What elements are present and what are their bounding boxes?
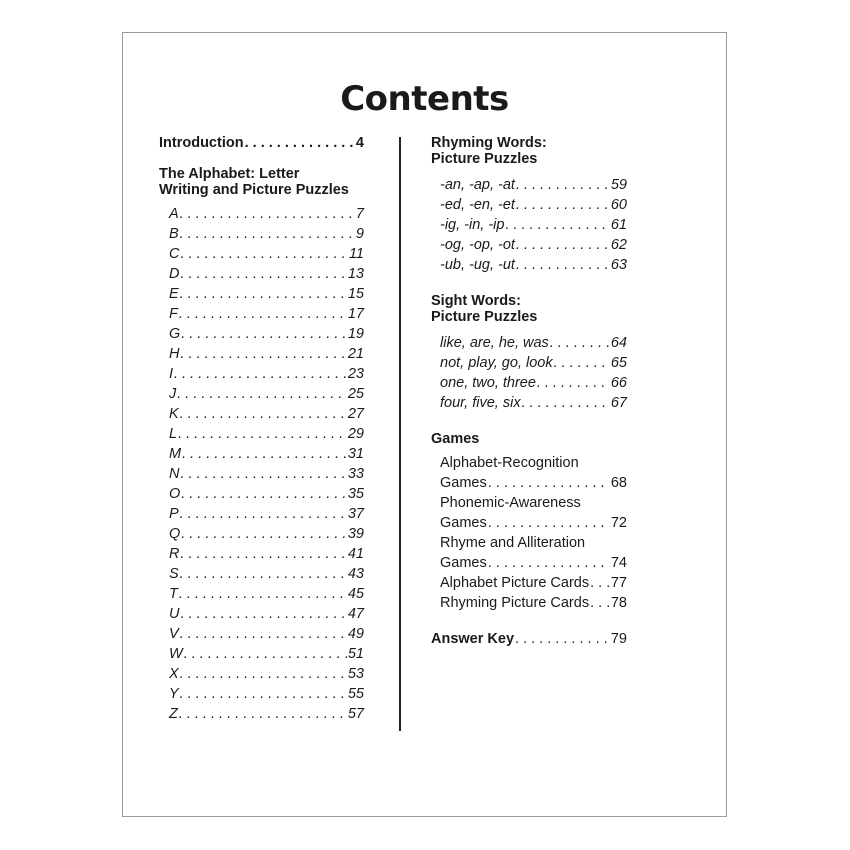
entry-page: 15	[347, 286, 364, 302]
entry-page: 35	[347, 486, 364, 502]
entry-page: 19	[347, 326, 364, 342]
entry-page: 11	[348, 246, 364, 262]
dot-leader	[180, 464, 346, 484]
dot-leader	[522, 393, 610, 413]
dot-leader	[180, 204, 355, 224]
entry-label: P	[169, 506, 179, 522]
dot-leader	[181, 324, 347, 344]
toc-entry-letter[interactable]	[169, 344, 364, 364]
entry-label: W	[169, 646, 183, 662]
entry-page: 23	[347, 366, 364, 382]
entry-page: 77	[610, 575, 627, 591]
entry-label: G	[169, 326, 181, 342]
entry-label: -ed, -en, -et	[440, 197, 515, 213]
entry-label: -ub, -ug, -ut	[440, 257, 515, 273]
dot-leader	[180, 264, 346, 284]
entry-page: 62	[610, 237, 627, 253]
right-column	[431, 133, 627, 651]
entry-label: four, five, six	[440, 395, 521, 411]
entry-page: 7	[355, 206, 364, 222]
entry-page: 4	[355, 135, 364, 151]
entry-label: B	[169, 226, 179, 242]
dot-leader	[177, 384, 347, 404]
dot-leader	[180, 404, 347, 424]
entry-page: 21	[347, 346, 364, 362]
toc-entry-letter[interactable]	[169, 644, 364, 664]
toc-entry-answer-key[interactable]	[431, 631, 627, 651]
entry-page: 39	[347, 526, 364, 542]
entry-page: 59	[610, 177, 627, 193]
dot-leader	[184, 644, 347, 664]
section-heading-rhyming	[431, 135, 627, 167]
entry-label: D	[169, 266, 180, 282]
sight-entries	[440, 333, 627, 413]
entry-page: 29	[347, 426, 364, 442]
toc-entry-rhyming[interactable]	[440, 215, 627, 235]
toc-entry-letter[interactable]	[169, 384, 364, 404]
toc-entry-letter[interactable]	[169, 564, 364, 584]
entry-label: -an, -ap, -at	[440, 177, 515, 193]
toc-entry-alphabet-picture-cards[interactable]	[440, 573, 627, 593]
section-heading-games: Games	[431, 431, 480, 447]
toc-entry-rhyming[interactable]	[440, 195, 627, 215]
entry-label: T	[169, 586, 178, 602]
entry-label: X	[169, 666, 179, 682]
entry-page: 45	[347, 586, 364, 602]
entry-label: Rhyming Picture Cards	[440, 595, 590, 611]
entry-label: I	[169, 366, 174, 382]
entry-label[interactable]: Phonemic-Awareness	[440, 495, 581, 511]
toc-entry-letter[interactable]	[169, 304, 364, 324]
toc-entry-letter[interactable]	[169, 684, 364, 704]
contents-page	[122, 32, 727, 817]
dot-leader	[516, 175, 610, 195]
entry-page: 49	[347, 626, 364, 642]
dot-leader	[180, 544, 346, 564]
entry-page: 31	[347, 446, 364, 462]
heading-line: Picture Puzzles	[431, 151, 538, 167]
dot-leader	[181, 484, 347, 504]
dot-leader	[515, 631, 610, 647]
toc-entry-sight-words[interactable]	[440, 353, 627, 373]
toc-entry-rhyming[interactable]	[440, 235, 627, 255]
dot-leader	[245, 135, 355, 151]
toc-entry-letter[interactable]	[169, 244, 364, 264]
entry-label: -og, -op, -ot	[440, 237, 515, 253]
dot-leader	[516, 255, 610, 275]
games-entries	[440, 453, 627, 613]
toc-entry-letter[interactable]	[169, 504, 364, 524]
toc-entry-rhyming[interactable]	[440, 255, 627, 275]
dot-leader	[516, 195, 610, 215]
entry-page: 37	[347, 506, 364, 522]
entry-label: E	[169, 286, 179, 302]
entry-label: K	[169, 406, 179, 422]
toc-entry-letter[interactable]	[169, 484, 364, 504]
entry-label: F	[169, 306, 178, 322]
dot-leader	[550, 333, 610, 353]
entry-label: O	[169, 486, 181, 502]
entry-label: S	[169, 566, 179, 582]
alphabet-entries	[169, 204, 364, 724]
entry-label: -ig, -in, -ip	[440, 217, 505, 233]
column-divider	[399, 137, 401, 731]
toc-entry-letter[interactable]	[169, 544, 364, 564]
entry-label: Alphabet Picture Cards	[440, 575, 590, 591]
entry-page: 25	[347, 386, 364, 402]
dot-leader	[590, 593, 610, 613]
toc-entry-letter[interactable]	[169, 524, 364, 544]
heading-line: Rhyming Words:	[431, 135, 547, 151]
entry-label: R	[169, 546, 180, 562]
dot-leader	[180, 564, 347, 584]
entry-page: 61	[610, 217, 627, 233]
entry-label: J	[169, 386, 177, 402]
toc-entry-letter[interactable]	[169, 444, 364, 464]
entry-label: Z	[169, 706, 178, 722]
entry-page: 27	[347, 406, 364, 422]
toc-entry-letter[interactable]	[169, 424, 364, 444]
dot-leader	[180, 284, 347, 304]
entry-label[interactable]: Alphabet-Recognition	[440, 455, 579, 471]
entry-label: V	[169, 626, 179, 642]
toc-entry-rhyming[interactable]	[440, 175, 627, 195]
entry-page: 57	[347, 706, 364, 722]
entry-label: Games	[440, 555, 487, 571]
entry-label: like, are, he, was	[440, 335, 549, 351]
entry-page: 66	[610, 375, 627, 391]
entry-page: 55	[347, 686, 364, 702]
dot-leader	[178, 424, 347, 444]
dot-leader	[537, 373, 610, 393]
heading-line: The Alphabet: Letter	[159, 166, 300, 182]
toc-entry-letter[interactable]	[169, 224, 364, 244]
entry-page: 67	[610, 395, 627, 411]
toc-entry-letter[interactable]	[169, 464, 364, 484]
dot-leader	[179, 584, 347, 604]
toc-entry-letter[interactable]	[169, 704, 364, 724]
toc-entry-rhyme-alliteration[interactable]	[440, 553, 627, 573]
entry-page: 41	[347, 546, 364, 562]
dot-leader	[505, 215, 609, 235]
dot-leader	[488, 553, 610, 573]
dot-leader	[590, 573, 610, 593]
entry-page: 65	[610, 355, 627, 371]
toc-entry-letter[interactable]	[169, 364, 364, 384]
entry-label: Answer Key	[431, 631, 515, 647]
entry-page: 33	[347, 466, 364, 482]
toc-entry-letter[interactable]	[169, 584, 364, 604]
entry-page: 53	[347, 666, 364, 682]
toc-entry-sight-words[interactable]	[440, 393, 627, 413]
entry-label: H	[169, 346, 180, 362]
dot-leader	[180, 504, 347, 524]
toc-entry-letter[interactable]	[169, 264, 364, 284]
toc-entry-letter[interactable]	[169, 204, 364, 224]
dot-leader	[180, 244, 347, 264]
toc-entry-letter[interactable]	[169, 624, 364, 644]
entry-page: 63	[610, 257, 627, 273]
entry-page: 47	[347, 606, 364, 622]
entry-label: Games	[440, 475, 487, 491]
dot-leader	[174, 364, 347, 384]
entry-page: 17	[347, 306, 364, 322]
dot-leader	[554, 353, 610, 373]
dot-leader	[179, 304, 347, 324]
entry-label: L	[169, 426, 178, 442]
toc-entry-alphabet-recognition[interactable]	[440, 473, 627, 493]
toc-entry-introduction[interactable]	[159, 135, 364, 155]
entry-label: Introduction	[159, 135, 244, 151]
entry-label: M	[169, 446, 182, 462]
entry-page: 51	[347, 646, 364, 662]
heading-line: Picture Puzzles	[431, 309, 538, 325]
toc-entry-sight-words[interactable]	[440, 333, 627, 353]
entry-page: 68	[610, 475, 627, 491]
entry-page: 60	[610, 197, 627, 213]
toc-entry-phonemic-awareness[interactable]	[440, 513, 627, 533]
entry-page: 64	[610, 335, 627, 351]
rhyming-entries	[440, 175, 627, 275]
entry-page: 78	[610, 595, 627, 611]
entry-label[interactable]: Rhyme and Alliteration	[440, 535, 586, 551]
heading-line: Writing and Picture Puzzles	[159, 182, 349, 198]
dot-leader	[180, 344, 346, 364]
entry-page: 79	[610, 631, 627, 647]
entry-label: Y	[169, 686, 179, 702]
entry-label: one, two, three	[440, 375, 536, 391]
section-heading-sight	[431, 293, 627, 325]
entry-label: N	[169, 466, 180, 482]
entry-label: Q	[169, 526, 181, 542]
entry-page: 9	[355, 226, 364, 242]
dot-leader	[516, 235, 610, 255]
entry-page: 74	[610, 555, 627, 571]
entry-page: 43	[347, 566, 364, 582]
heading-line: Sight Words:	[431, 293, 521, 309]
dot-leader	[180, 664, 347, 684]
entry-label: A	[169, 206, 179, 222]
entry-label: C	[169, 246, 180, 262]
dot-leader	[179, 704, 347, 724]
entry-label: U	[169, 606, 180, 622]
dot-leader	[180, 624, 347, 644]
toc-entry-sight-words[interactable]	[440, 373, 627, 393]
toc-entry-letter[interactable]	[169, 604, 364, 624]
dot-leader	[180, 224, 355, 244]
left-column	[159, 133, 364, 724]
entry-page: 13	[347, 266, 364, 282]
toc-entry-letter[interactable]	[169, 284, 364, 304]
toc-entry-letter[interactable]	[169, 324, 364, 344]
entry-label: Games	[440, 515, 487, 531]
page-title: Contents	[340, 79, 509, 119]
section-heading-alphabet	[159, 166, 364, 198]
dot-leader	[180, 604, 346, 624]
dot-leader	[182, 444, 347, 464]
dot-leader	[488, 513, 610, 533]
entry-label: not, play, go, look	[440, 355, 553, 371]
toc-entry-letter[interactable]	[169, 404, 364, 424]
toc-entry-rhyming-picture-cards[interactable]	[440, 593, 627, 613]
toc-entry-letter[interactable]	[169, 664, 364, 684]
dot-leader	[180, 684, 347, 704]
entry-page: 72	[610, 515, 627, 531]
dot-leader	[181, 524, 347, 544]
dot-leader	[488, 473, 610, 493]
